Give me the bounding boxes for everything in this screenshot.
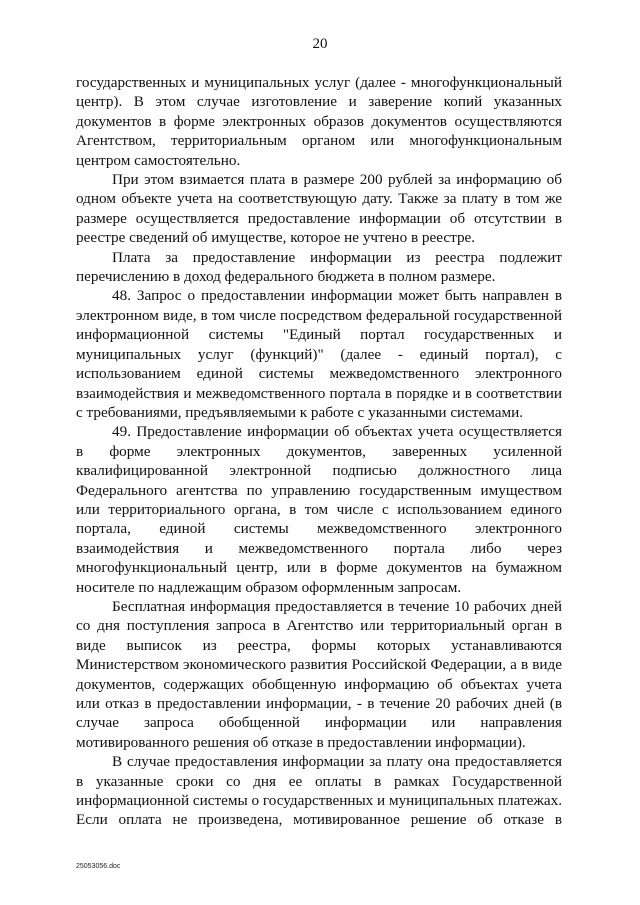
- paragraph-49: 49. Предоставление информации об объектах учета осуществляется в форме электронных документов, заверенных усиленной квалифицированной электронной подписью должностного лица Федерального агентства по управлению государственным имуществом или территориального органа, в том числе с использованием единого портала, единой системы межведомственного электронного взаимодействия и межведомственного портала либо через многофункциональный центр, или в форме документов на бумажном носителе по надлежащим образом оформленным запросам.: [76, 423, 562, 596]
- paragraph-fee-transfer: Плата за предоставление информации из реестра подлежит перечислению в доход федерального бюджета в полном размере.: [76, 248, 562, 286]
- paragraph-48: 48. Запрос о предоставлении информации может быть направлен в электронном виде, в том числе посредством федеральной государственной информационной системы "Единый портал государственных и муниципальных услуг (функций)" (далее - единый портал), с использованием единой системы межведомственного электронного взаимодействия и межведомственного портала в порядке и в соответствии с требованиями, предъявляемыми к работе с указанными системами.: [76, 287, 562, 421]
- footer-filename: 25053056.doc: [76, 863, 121, 870]
- paragraph-free-info: Бесплатная информация предоставляется в течение 10 рабочих дней со дня поступления запроса в Агентство или территориальный орган в виде выписок из реестра, формы которых устанавливаются Министерством экономического развития Российской Федерации, а в виде документов, содержащих обобщенную информацию об объектах учета или отказ в предоставлении информации, - в течение 20 рабочих дней (в случае запроса обобщенной информации или направления мотивированного решения об отказе в предоставлении информации).: [76, 597, 562, 751]
- paragraph-fee: При этом взимается плата в размере 200 рублей за информацию об одном объекте учета на соответствующую дату. Также за плату в том же размере осуществляется предоставление информации об отсутствии в реестре сведений об имуществе, которое не учтено в реестре.: [76, 171, 562, 247]
- paragraph-continuation: государственных и муниципальных услуг (далее - многофункциональный центр). В этом случае изготовление и заверение копий указанных документов в форме электронных образов документов осуществляются Агентством, территориальным органом или многофункциональным центром самостоятельно.: [76, 74, 562, 169]
- document-body: [76, 73, 562, 830]
- page-number: 20: [312, 36, 328, 52]
- paragraph-paid-info: В случае предоставления информации за плату она предоставляется в указанные сроки со дня ее оплаты в рамках Государственной информационной системы о государственных и муниципальных платежах. Если оплата не произведена, мотивированное решение об отказе в: [76, 753, 562, 829]
